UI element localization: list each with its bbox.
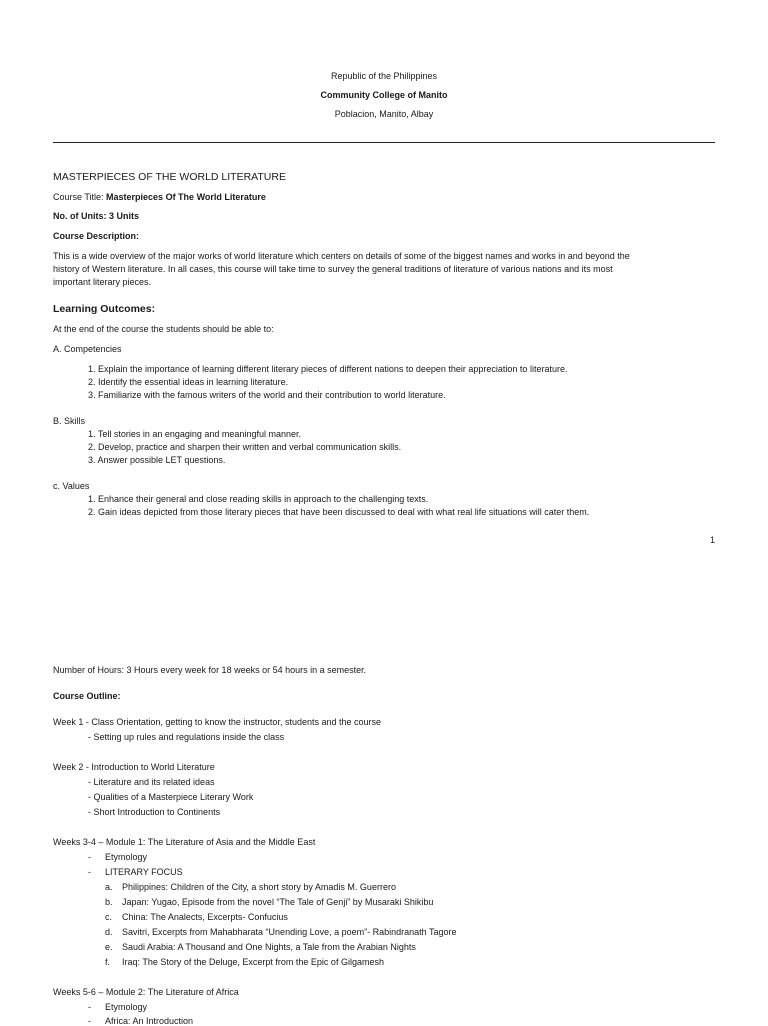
skill-item: 3. Answer possible LET questions. [88,455,226,465]
focus-item: Iraq: The Story of the Deluge, Excerpt from the Epic of Gilgamesh [122,957,384,967]
dash-bullet: - [88,852,91,862]
number-of-hours: Number of Hours: 3 Hours every week for 18 weeks or 54 hours in a semester. [53,665,367,675]
skill-item: 2. Develop, practice and sharpen their written and verbal communication skills. [88,442,402,452]
header-address: Poblacion, Manito, Albay [334,109,434,119]
value-item: 1. Enhance their general and close reading skills in approach to the challenging texts. [88,494,429,504]
units-line [53,211,139,221]
outline-heading: Course Outline: [53,691,121,701]
page-number: 1 [710,535,716,545]
weeks-3-4-item: Etymology [105,852,148,862]
weeks-5-6-item: Africa: An Introduction [105,1016,194,1026]
weeks-5-6-heading: Weeks 5-6 – Module 2: The Literature of Africa [53,987,239,997]
weeks-5-6-item: Etymology [105,1002,148,1012]
course-title-value: Masterpieces Of The World Literature [106,192,266,202]
outcomes-heading: Learning Outcomes: [53,303,156,315]
outcomes-intro: At the end of the course the students should be able to: [53,324,274,334]
focus-letter: b. [105,897,113,907]
course-title-line [53,192,266,202]
header-college: Community College of Manito [320,90,448,100]
week-2-heading: Week 2 - Introduction to World Literature [53,762,215,772]
units-label: No. of Units: [53,211,109,221]
description-label: Course Description: [53,231,140,241]
skills-heading: B. Skills [53,416,86,426]
header-divider [53,142,715,143]
week-1-heading: Week 1 - Class Orientation, getting to know the instructor, students and the course [53,717,382,727]
values-heading: c. Values [53,481,90,491]
focus-letter: c. [105,912,113,922]
focus-item: China: The Analects, Excerpts- Confucius [122,912,288,922]
skill-item: 1. Tell stories in an engaging and meaningful manner. [88,429,301,439]
course-title-label: Course Title: [53,192,107,202]
week-2-item: - Qualities of a Masterpiece Literary Work [88,792,254,802]
description-line: important literary pieces. [53,277,152,287]
week-2-item: - Literature and its related ideas [88,777,215,787]
focus-item: Japan: Yugao, Episode from the novel “The Tale of Genji” by Musaraki Shikibu [122,897,434,907]
weeks-3-4-item: LITERARY FOCUS [105,867,183,877]
description-line: This is a wide overview of the major works of world literature which centers on details of some of the biggest names and works in and beyond the [53,251,630,261]
competency-item: 2. Identify the essential ideas in learning literature. [88,377,289,387]
value-item: 2. Gain ideas depicted from those literary pieces that have been discussed to deal with what real life situations will cater them. [88,507,590,517]
focus-item: Savitri, Excerpts from Mahabharata “Unending Love, a poem”- Rabindranath Tagore [122,927,457,937]
week-2-item: - Short Introduction to Continents [88,807,221,817]
description-line: history of Western literature. In all cases, this course will take time to survey the general traditions of literature of various nations and its most [53,264,613,274]
units-value: 3 Units [109,211,140,221]
focus-letter: f. [105,957,111,967]
document-title: MASTERPIECES OF THE WORLD LITERATURE [53,171,286,183]
focus-item: Saudi Arabia: A Thousand and One Nights, a Tale from the Arabian Nights [122,942,416,952]
competency-item: 1. Explain the importance of learning different literary pieces of different nations to deepen their appreciation to literature. [88,364,568,374]
competency-item: 3. Familiarize with the famous writers of the world and their contribution to world literature. [88,390,446,400]
competencies-heading: A. Competencies [53,344,122,354]
dash-bullet: - [88,1002,91,1012]
weeks-3-4-heading: Weeks 3-4 – Module 1: The Literature of Asia and the Middle East [53,837,316,847]
focus-item: Philippines: Children of the City, a short story by Amadis M. Guerrero [122,882,396,892]
focus-letter: d. [105,927,113,937]
week-1-item: - Setting up rules and regulations inside the class [88,732,285,742]
dash-bullet: - [88,867,91,877]
header-republic: Republic of the Philippines [330,71,438,81]
focus-letter: a. [105,882,113,892]
focus-letter: e. [105,942,113,952]
dash-bullet: - [88,1016,91,1026]
